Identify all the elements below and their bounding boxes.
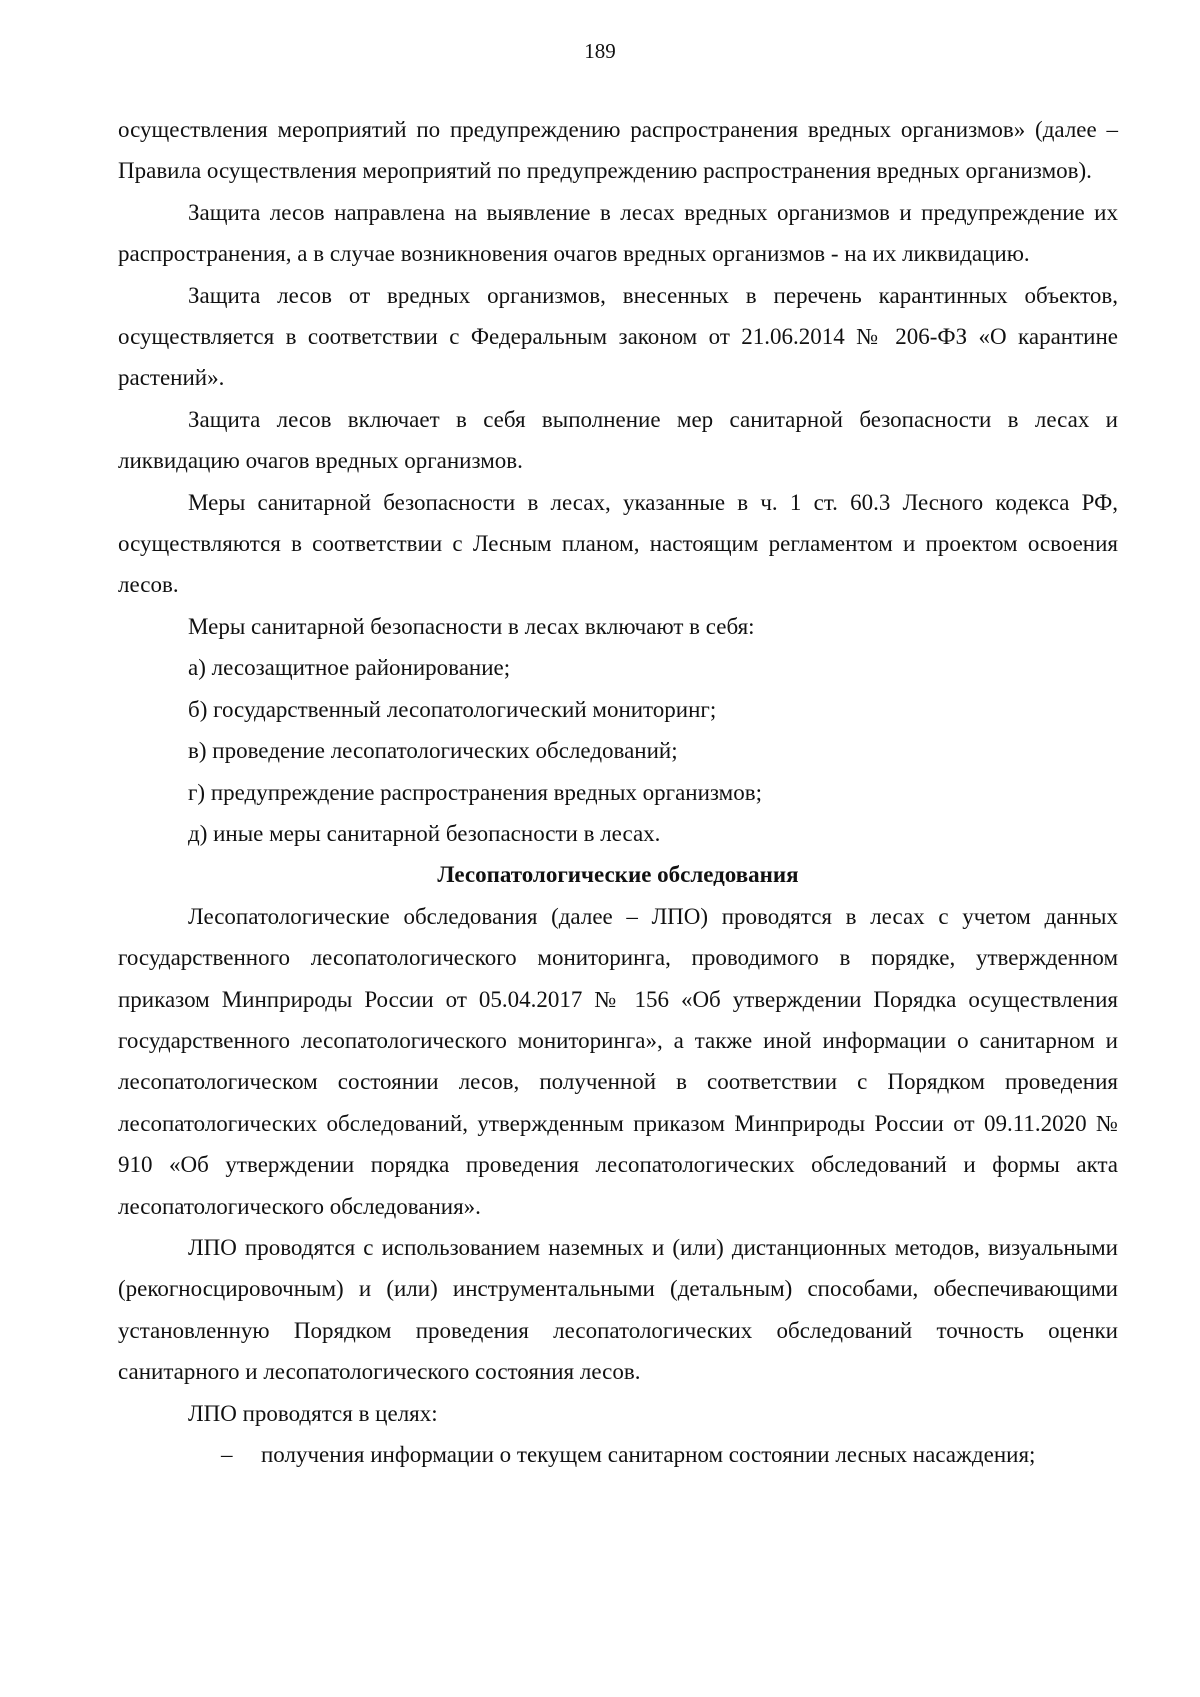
list-item: д) иные меры санитарной безопасности в лесах. [188, 820, 661, 846]
paragraph-lpo-methods: ЛПО проводятся с использованием наземных и (или) дистанционных методов, визуальными (рекогносцировочным) и (или) инструментальными (детальным) способами, обеспечивающими установленную Порядком проведения лесопатологических обследований точность оценки санитарного и лесопатологического состояния лесов. [118, 1234, 1118, 1385]
list-item [118, 1434, 1118, 1475]
page-content [118, 109, 1118, 1475]
paragraph-continued: осуществления мероприятий по предупреждению распространения вредных организмов» (далее – Правила осуществления мероприятий по предупреждению распространения вредных организмов). [118, 117, 1118, 184]
page-number: 189 [584, 39, 616, 63]
lpo-goals-list [118, 1434, 1118, 1475]
list-item-text: получения информации о текущем санитарном состоянии лесных насаждения; [261, 1442, 1036, 1467]
dash-bullet: – [221, 1442, 233, 1467]
paragraph-protection-includes: Защита лесов включает в себя выполнение мер санитарной безопасности в лесах и ликвидацию очагов вредных организмов. [118, 406, 1118, 474]
section-heading: Лесопатологические обследования [437, 862, 799, 888]
sanitary-measures-list [118, 647, 1118, 854]
paragraph-lpo-definition: Лесопатологические обследования (далее – ЛПО) проводятся в лесах с учетом данных государственного лесопатологического мониторинга, проводимого в порядке, утвержденном приказом Минприроды России от 05.04.2017 № 156 «Об утверждении Порядка осуществления государственного лесопатологического мониторинга», а также иной информации о санитарном и лесопатологическом состоянии лесов, полученной в соответствии с Порядком проведения лесопатологических обследований, утвержденным приказом Минприроды России от 09.11.2020 № 910 «Об утверждении порядка проведения лесопатологических обследований и формы акта лесопатологического обследования». [118, 903, 1118, 1219]
paragraph-lpo-goals-intro: ЛПО проводятся в целях: [188, 1400, 438, 1426]
list-item: б) государственный лесопатологический мониторинг; [188, 696, 717, 722]
paragraph-sanitary-measures-basis: Меры санитарной безопасности в лесах, указанные в ч. 1 ст. 60.3 Лесного кодекса РФ, осуществляются в соответствии с Лесным планом, настоящим регламентом и проектом освоения лесов. [118, 489, 1118, 598]
list-item: г) предупреждение распространения вредных организмов; [188, 779, 762, 805]
list-item: а) лесозащитное районирование; [188, 655, 511, 681]
paragraph-quarantine-protection: Защита лесов от вредных организмов, внесенных в перечень карантинных объектов, осуществляется в соответствии с Федеральным законом от 21.06.2014 № 206-ФЗ «О карантине растений». [118, 282, 1118, 391]
list-item: в) проведение лесопатологических обследований; [188, 738, 678, 764]
paragraph-forest-protection-purpose: Защита лесов направлена на выявление в лесах вредных организмов и предупреждение их распространения, а в случае возникновения очагов вредных организмов - на их ликвидацию. [118, 199, 1118, 267]
paragraph-sanitary-measures-intro: Меры санитарной безопасности в лесах включают в себя: [188, 613, 755, 639]
